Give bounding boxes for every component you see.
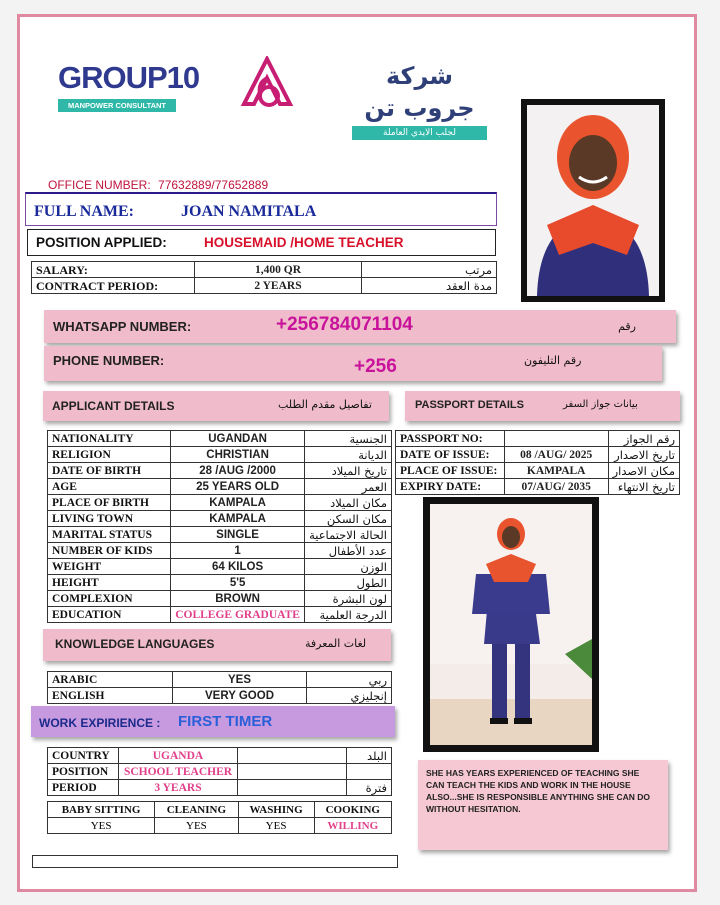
row-label: HEIGHT	[48, 575, 171, 591]
row-arabic-label: الدرجة العلمية	[305, 607, 392, 623]
skill-header: COOKING	[314, 802, 391, 818]
full-name-value: JOAN NAMITALA	[181, 203, 317, 220]
row-label: WEIGHT	[48, 559, 171, 575]
logo-sub-text: MANPOWER CONSULTANT	[58, 99, 176, 112]
row-value: 1	[171, 543, 305, 559]
languages-table	[47, 671, 392, 704]
contract-ar: مدة العقد	[362, 278, 497, 294]
row-label: MARITAL STATUS	[48, 527, 171, 543]
table-row	[48, 780, 392, 796]
languages-label: KNOWLEDGE LANGUAGES	[55, 637, 215, 651]
table-row	[48, 511, 392, 527]
contract-label: CONTRACT PERIOD:	[32, 278, 195, 294]
passport-details-header	[405, 391, 680, 421]
row-arabic-label: الجنسية	[305, 431, 392, 447]
table-row	[48, 447, 392, 463]
row-label: LIVING TOWN	[48, 511, 171, 527]
skill-header: BABY SITTING	[48, 802, 155, 818]
experience-table	[47, 747, 392, 796]
row-value: BROWN	[171, 591, 305, 607]
office-number	[48, 178, 268, 192]
skill-value: YES	[155, 818, 238, 834]
row-arabic-label: لون البشرة	[305, 591, 392, 607]
work-experience-label: WORK EXPIRIENCE :	[39, 716, 161, 730]
position-applied-value: HOUSEMAID /HOME TEACHER	[204, 235, 404, 250]
skill-value: WILLING	[314, 818, 391, 834]
note-box	[418, 760, 668, 850]
empty-cell	[238, 748, 347, 764]
row-label: DATE OF ISSUE:	[396, 447, 505, 463]
skill-header: WASHING	[238, 802, 314, 818]
table-row	[48, 591, 392, 607]
empty-cell	[238, 780, 347, 796]
row-label: EDUCATION	[48, 607, 171, 623]
row-arabic-label: الديانة	[305, 447, 392, 463]
passport-details-table	[395, 430, 680, 495]
row-value: COLLEGE GRADUATE	[171, 607, 305, 623]
whatsapp-ar: رقم	[618, 320, 636, 333]
applicant-details-ar: تفاصيل مقدم الطلب	[278, 398, 372, 411]
position-applied-label: POSITION APPLIED:	[36, 235, 167, 250]
candidate-photo-portrait	[521, 99, 665, 302]
applicant-details-label: APPLICANT DETAILS	[52, 399, 175, 413]
row-arabic-label: البلد	[347, 748, 392, 764]
table-row	[396, 431, 680, 447]
row-arabic-label: الوزن	[305, 559, 392, 575]
emblem-icon	[240, 56, 295, 114]
row-value: VERY GOOD	[173, 688, 307, 704]
work-experience-header	[31, 706, 395, 737]
row-value: 28 /AUG /2000	[171, 463, 305, 479]
row-label: RELIGION	[48, 447, 171, 463]
skill-header: CLEANING	[155, 802, 238, 818]
row-value: UGANDA	[119, 748, 238, 764]
row-arabic-label: الحالة الاجتماعية	[305, 527, 392, 543]
row-value: KAMPALA	[171, 511, 305, 527]
row-arabic-label	[347, 764, 392, 780]
passport-details-ar: بيانات جواز السفر	[563, 399, 638, 410]
row-label: PLACE OF ISSUE:	[396, 463, 505, 479]
whatsapp-label: WHATSAPP NUMBER:	[53, 319, 192, 334]
salary-value: 1,400 QR	[195, 262, 362, 278]
table-row	[48, 607, 392, 623]
phone-value[interactable]: +256	[354, 356, 397, 377]
table-row	[396, 463, 680, 479]
phone-label: PHONE NUMBER:	[53, 353, 165, 368]
row-value: 07/AUG/ 2035	[504, 479, 608, 495]
salary-ar: مرتب	[362, 262, 497, 278]
row-value: UGANDAN	[171, 431, 305, 447]
row-label: NUMBER OF KIDS	[48, 543, 171, 559]
arabic-logo	[352, 60, 487, 138]
phone-bar	[44, 346, 662, 381]
applicant-details-header	[43, 391, 389, 421]
row-arabic-label: إنجليزي	[307, 688, 392, 704]
row-arabic-label: الطول	[305, 575, 392, 591]
row-label: EXPIRY DATE:	[396, 479, 505, 495]
logo-main-text: GROUP10	[58, 60, 200, 95]
table-row	[48, 764, 392, 780]
arabic-logo-text: شركة جروب تن	[364, 62, 475, 122]
row-value: 08 /AUG/ 2025	[504, 447, 608, 463]
row-value: 25 YEARS OLD	[171, 479, 305, 495]
full-name-box	[25, 192, 497, 226]
row-arabic-label: مكان السكن	[305, 511, 392, 527]
row-value: SINGLE	[171, 527, 305, 543]
row-arabic-label: العمر	[305, 479, 392, 495]
row-label: COUNTRY	[48, 748, 119, 764]
passport-details-label: PASSPORT DETAILS	[415, 399, 524, 411]
row-value: KAMPALA	[171, 495, 305, 511]
skill-value: YES	[48, 818, 155, 834]
row-value: YES	[173, 672, 307, 688]
empty-cell	[238, 764, 347, 780]
arabic-logo-sub: لجلب الايدي العاملة	[352, 126, 487, 140]
row-label: NATIONALITY	[48, 431, 171, 447]
note-text: SHE HAS YEARS EXPERIENCED OF TEACHING SHE CAN TEACH THE KIDS AND WORK IN THE HOUSE ALSO...SHE IS RESPONSIBLE ANYTHING SHE CAN DO WITHOUT HESITATION.	[426, 768, 651, 814]
table-row	[48, 559, 392, 575]
table-row	[48, 575, 392, 591]
row-label: ENGLISH	[48, 688, 173, 704]
row-value: 64 KILOS	[171, 559, 305, 575]
table-row	[396, 479, 680, 495]
row-value: CHRISTIAN	[171, 447, 305, 463]
languages-header	[43, 629, 391, 661]
table-row	[48, 479, 392, 495]
row-label: DATE OF BIRTH	[48, 463, 171, 479]
candidate-photo-full	[423, 497, 599, 752]
blank-footer-box	[32, 855, 398, 868]
skill-value: YES	[238, 818, 314, 834]
row-value: SCHOOL TEACHER	[119, 764, 238, 780]
position-applied-box	[27, 229, 496, 256]
row-arabic-label: تاريخ الميلاد	[305, 463, 392, 479]
row-arabic-label: ربي	[307, 672, 392, 688]
table-row	[48, 802, 392, 818]
table-row	[32, 262, 497, 278]
row-value	[504, 431, 608, 447]
table-row	[48, 688, 392, 704]
contract-value: 2 YEARS	[195, 278, 362, 294]
row-label: COMPLEXION	[48, 591, 171, 607]
row-arabic-label: فترة	[347, 780, 392, 796]
office-number-value: 77632889/77652889	[158, 178, 269, 192]
whatsapp-bar	[44, 310, 676, 343]
salary-table	[31, 261, 497, 294]
row-value: KAMPALA	[504, 463, 608, 479]
row-arabic-label: عدد الأطفال	[305, 543, 392, 559]
table-row	[32, 278, 497, 294]
whatsapp-value[interactable]: +256784071104	[276, 314, 413, 335]
row-label: PERIOD	[48, 780, 119, 796]
row-arabic-label: رقم الجواز	[608, 431, 679, 447]
table-row	[48, 463, 392, 479]
row-label: AGE	[48, 479, 171, 495]
table-row	[48, 672, 392, 688]
full-name-label: FULL NAME:	[34, 203, 134, 220]
table-row	[48, 431, 392, 447]
applicant-details-table	[47, 430, 392, 623]
table-row	[48, 818, 392, 834]
languages-ar: لغات المعرفة	[305, 637, 367, 650]
work-experience-value: FIRST TIMER	[178, 713, 273, 730]
row-arabic-label: تاريخ الانتهاء	[608, 479, 679, 495]
row-arabic-label: مكان الميلاد	[305, 495, 392, 511]
table-row	[48, 495, 392, 511]
table-row	[48, 748, 392, 764]
office-number-label: OFFICE NUMBER:	[48, 178, 151, 192]
table-row	[396, 447, 680, 463]
skills-table	[47, 801, 392, 834]
row-value: 3 YEARS	[119, 780, 238, 796]
table-row	[48, 543, 392, 559]
row-label: PLACE OF BIRTH	[48, 495, 171, 511]
row-label: ARABIC	[48, 672, 173, 688]
row-label: PASSPORT NO:	[396, 431, 505, 447]
group10-logo	[58, 60, 200, 115]
row-label: POSITION	[48, 764, 119, 780]
row-arabic-label: مكان الاصدار	[608, 463, 679, 479]
table-row	[48, 527, 392, 543]
phone-ar: رقم التليفون	[524, 354, 582, 367]
row-value: 5'5	[171, 575, 305, 591]
salary-label: SALARY:	[32, 262, 195, 278]
row-arabic-label: تاريخ الاصدار	[608, 447, 679, 463]
